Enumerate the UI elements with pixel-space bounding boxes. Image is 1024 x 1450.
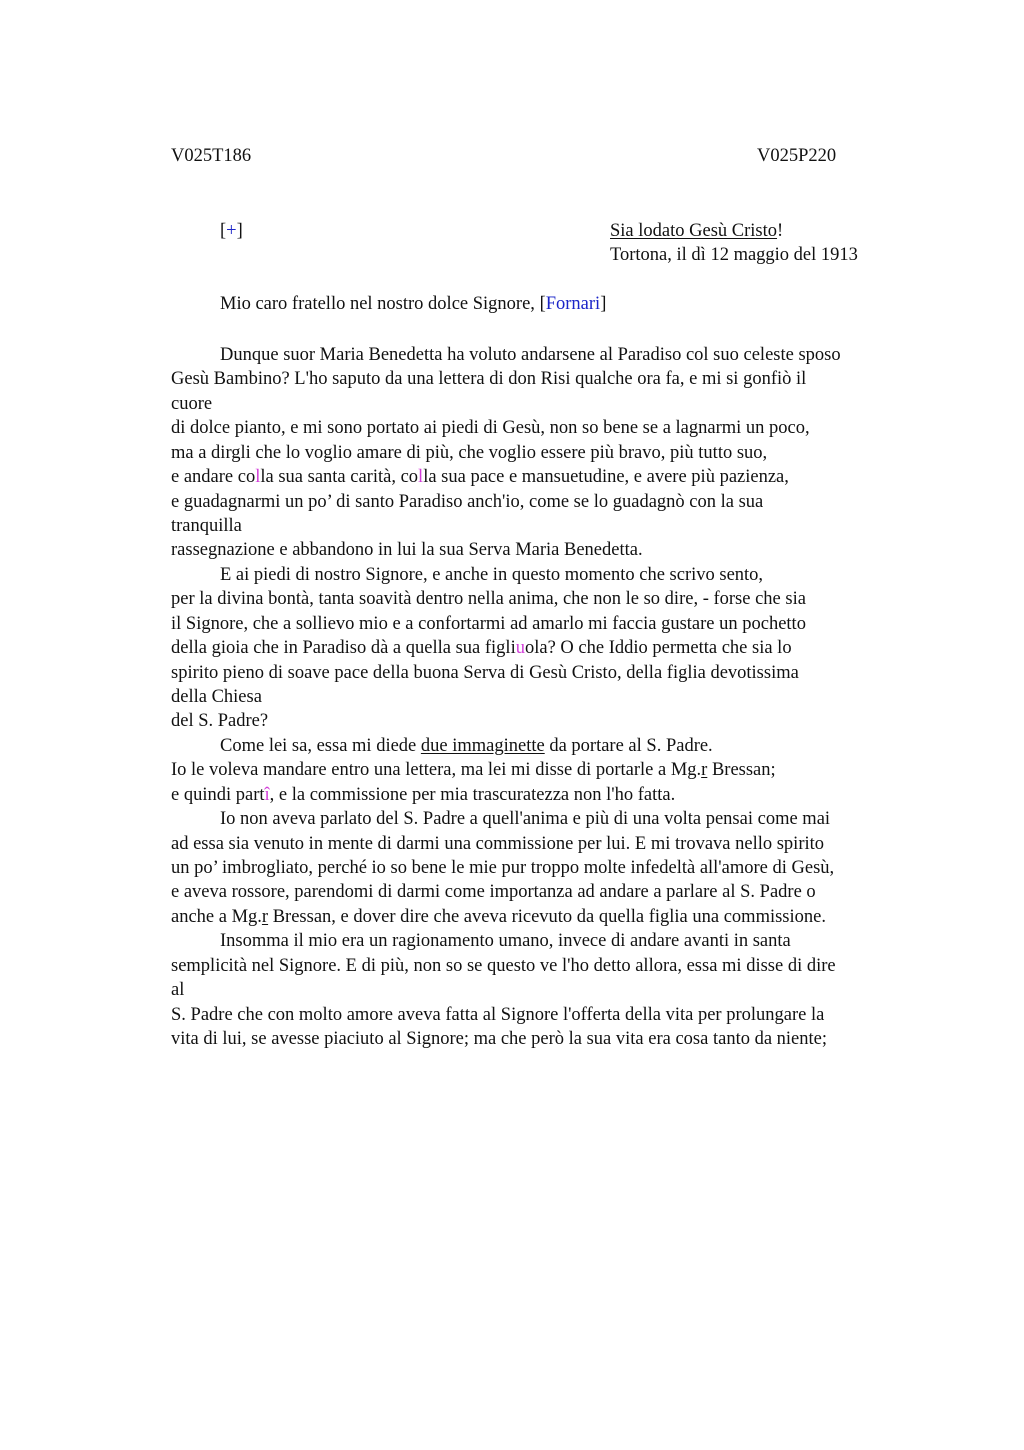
correction-mark: l [418, 467, 424, 487]
body-line [220, 734, 713, 758]
text-run: della gioia che in Paradiso dà a quella sua figli [171, 638, 516, 658]
body-line: della Chiesa [171, 687, 262, 707]
body-line [171, 783, 675, 807]
text-run: Bressan; [707, 760, 776, 780]
text-run: anche a Mg. [171, 907, 262, 927]
body-line: per la divina bontà, tanta soavità dentro nella anima, che non le so dire, - forse che sia [171, 589, 806, 609]
underlined-text: due immaginette [420, 736, 545, 756]
body-line: Insomma il mio era un ragionamento umano, invece di andare avanti in santa [220, 931, 791, 951]
body-line: ma a dirgli che lo voglio amare di più, che voglio essere più bravo, più tutto suo, [171, 443, 768, 463]
body-line: cuore [171, 394, 213, 414]
correction-mark: l [255, 467, 261, 487]
body-line [171, 465, 789, 489]
body-line: Dunque suor Maria Benedetta ha voluto andarsene al Paradiso col suo celeste sposo [220, 345, 841, 365]
text-run: Come lei sa, essa mi diede [220, 736, 421, 756]
bracket-close: ] [236, 221, 243, 241]
text-run: Bressan, e dover dire che aveva ricevuto da quella figlia una commissione. [268, 907, 826, 927]
body-line: un po’ imbrogliato, perché io so bene le mie pur troppo molte infedeltà all'amore di Gesù, [171, 858, 835, 878]
text-run: la sua santa carità, co [260, 467, 419, 487]
text-run: la sua pace e mansuetudine, e avere più pazienza, [423, 467, 789, 487]
place-date: Tortona, il dì 12 maggio del 1913 [610, 245, 858, 265]
body-line: vita di lui, se avesse piaciuto al Signore; ma che però la sua vita era cosa tanto da niente; [171, 1029, 828, 1049]
body-line [171, 905, 826, 929]
body-line: e guadagnarmi un po’ di santo Paradiso anch'io, come se lo guadagnò con la sua [171, 492, 764, 512]
cross-link[interactable]: + [226, 221, 237, 241]
body-line [171, 636, 792, 660]
body-line: S. Padre che con molto amore aveva fatta al Signore l'offerta della vita per prolungare la [171, 1005, 825, 1025]
praise-underlined: Sia lodato Gesù Cristo [610, 221, 778, 241]
bracket-open: [ [220, 221, 227, 241]
body-line: spirito pieno di soave pace della buona Serva di Gesù Cristo, della figlia devotissima [171, 663, 799, 683]
text-run: Io le voleva mandare entro una lettera, ma lei mi disse di portarle a Mg. [171, 760, 702, 780]
body-line: E ai piedi di nostro Signore, e anche in questo momento che scrivo sento, [220, 565, 764, 585]
cross-mark [220, 221, 243, 242]
salutation [220, 294, 606, 315]
body-line: tranquilla [171, 516, 242, 536]
body-line: semplicità nel Signore. E di più, non so se questo ve l'ho detto allora, essa mi disse di dire [171, 956, 836, 976]
body-line: rassegnazione e abbandono in lui la sua Serva Maria Benedetta. [171, 540, 643, 560]
bracket-open: [ [539, 294, 546, 314]
text-run: ola? O che Iddio permetta che sia lo [524, 638, 792, 658]
praise-heading [610, 221, 783, 242]
text-run: e andare co [171, 467, 256, 487]
text-run: e quindi part [171, 785, 265, 805]
body-line: e aveva rossore, parendomi di darmi come importanza ad andare a parlare al S. Padre o [171, 882, 816, 902]
body-line: il Signore, che a sollievo mio e a confortarmi ad amarlo mi faccia gustare un pochetto [171, 614, 806, 634]
body-line: del S. Padre? [171, 711, 269, 731]
correction-mark: î [264, 785, 270, 805]
body-line: Gesù Bambino? L'ho saputo da una lettera di don Risi qualche ora fa, e mi si gonfiò il [171, 369, 807, 389]
text-run: da portare al S. Padre. [544, 736, 713, 756]
body-line: di dolce pianto, e mi sono portato ai piedi di Gesù, non so bene se a lagnarmi un poco, [171, 418, 810, 438]
recipient-link[interactable]: Fornari [545, 294, 601, 314]
body-line: Io non aveva parlato del S. Padre a quell'anima e più di una volta pensai come mai [220, 809, 831, 829]
correction-mark: u [515, 638, 525, 658]
text-run: , e la commissione per mia trascuratezza non l'ho fatta. [269, 785, 676, 805]
praise-exclaim: ! [777, 221, 784, 241]
body-line [171, 758, 776, 782]
body-line: al [171, 980, 185, 1000]
document-code-left: V025T186 [171, 146, 252, 166]
salutation-text: Mio caro fratello nel nostro dolce Signore, [220, 294, 540, 314]
underlined-text: r [701, 760, 708, 780]
bracket-close: ] [600, 294, 607, 314]
body-line: ad essa sia venuto in mente di darmi una commissione per lui. E mi trovava nello spirito [171, 834, 825, 854]
document-code-right: V025P220 [757, 146, 837, 166]
underlined-text: r [261, 907, 269, 927]
